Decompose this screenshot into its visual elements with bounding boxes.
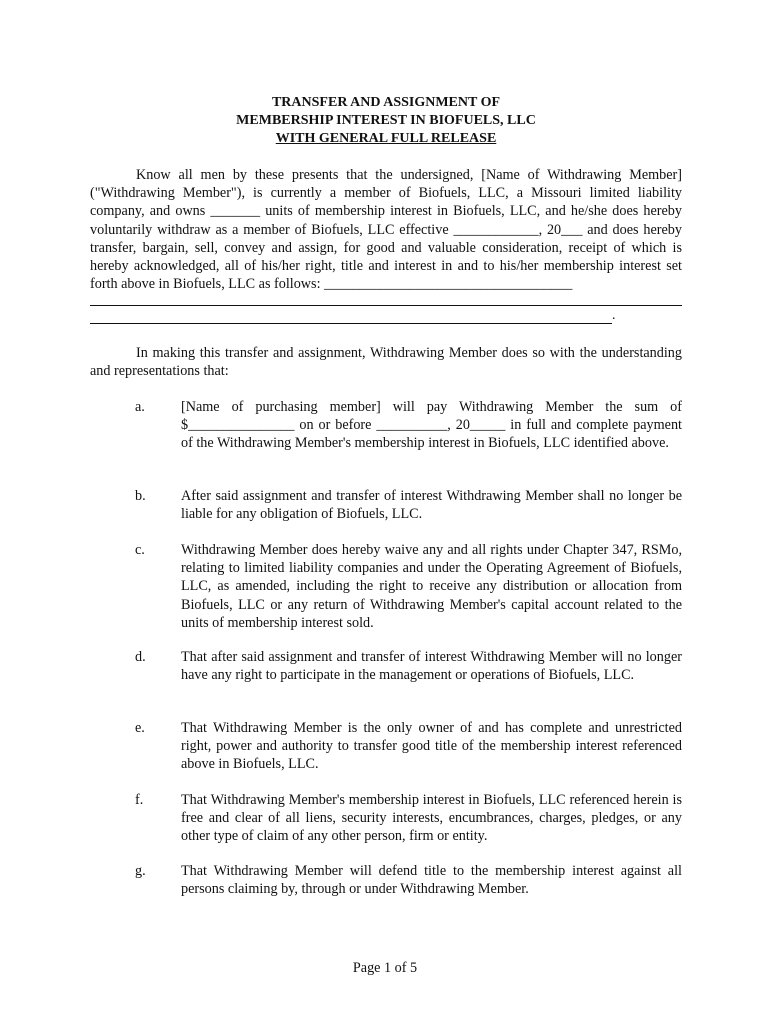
page-number: Page 1 of 5 <box>352 960 418 976</box>
title-line-2: MEMBERSHIP INTEREST IN BIOFUELS, LLC <box>236 113 536 128</box>
blank-line-1 <box>90 305 682 306</box>
list-item-text: That after said assignment and transfer of interest Withdrawing Member will no longer have any right to participate in the management or operations of Biofuels, LLC. <box>181 649 682 684</box>
list-item-letter: g. <box>135 863 146 879</box>
list-item-text: That Withdrawing Member is the only owner of and has complete and unrestricted right, power and authority to transfer good title of the membership interest referenced above in Biofuels, LLC. <box>181 720 682 773</box>
list-item-letter: f. <box>135 792 144 808</box>
document-title <box>90 94 682 148</box>
list-item-letter: d. <box>135 649 146 665</box>
intro-paragraph: Know all men by these presents that the undersigned, [Name of Withdrawing Member] ("Withdrawing Member"), is currently a member of Biofuels, LLC, a Missouri limited liability company, and owns _______ units of membership interest in Biofuels, LLC, and he/she does hereby voluntarily withdraw as a member of Biofuels, LLC effective ____________, 20___ and does hereby transfer, bargain, sell, convey and assign, for good and valuable consideration, receipt of which is hereby acknowledged, all of his/her right, title and interest in and to his/her membership interest set forth above in Biofuels, LLC as follows: ___________________________________ <box>90 167 682 293</box>
representations-paragraph: In making this transfer and assignment, Withdrawing Member does so with the understanding and representations that: <box>90 345 682 380</box>
list-item-text: [Name of purchasing member] will pay Withdrawing Member the sum of $_______________ on or before __________, 20_____ in full and complete payment of the Withdrawing Member's membership interest in Biofuels, LLC identified above. <box>181 399 682 452</box>
list-item-letter: e. <box>135 720 145 736</box>
list-item-letter: a. <box>135 399 145 415</box>
list-item-letter: c. <box>135 542 145 558</box>
list-item-text: After said assignment and transfer of interest Withdrawing Member shall no longer be liable for any obligation of Biofuels, LLC. <box>181 488 682 523</box>
list-item-text: That Withdrawing Member's membership interest in Biofuels, LLC referenced herein is free and clear of all liens, security interests, encumbrances, charges, pledges, or any other type of claim of any other person, firm or entity. <box>181 792 682 845</box>
list-item-letter: b. <box>135 488 146 504</box>
blank-line-2 <box>90 323 612 324</box>
title-line-1: TRANSFER AND ASSIGNMENT OF <box>271 95 501 110</box>
list-item-text: That Withdrawing Member will defend title to the membership interest against all persons claiming by, through or under Withdrawing Member. <box>181 863 682 898</box>
blank-line-period: . <box>612 308 616 323</box>
title-line-3: WITH GENERAL FULL RELEASE <box>275 131 497 146</box>
list-item-text: Withdrawing Member does hereby waive any and all rights under Chapter 347, RSMo, relating to limited liability companies and under the Operating Agreement of Biofuels, LLC, as amended, including the right to receive any distribution or allocation from Biofuels, LLC or any return of Withdrawing Member's capital account related to the units of membership interest sold. <box>181 542 682 631</box>
